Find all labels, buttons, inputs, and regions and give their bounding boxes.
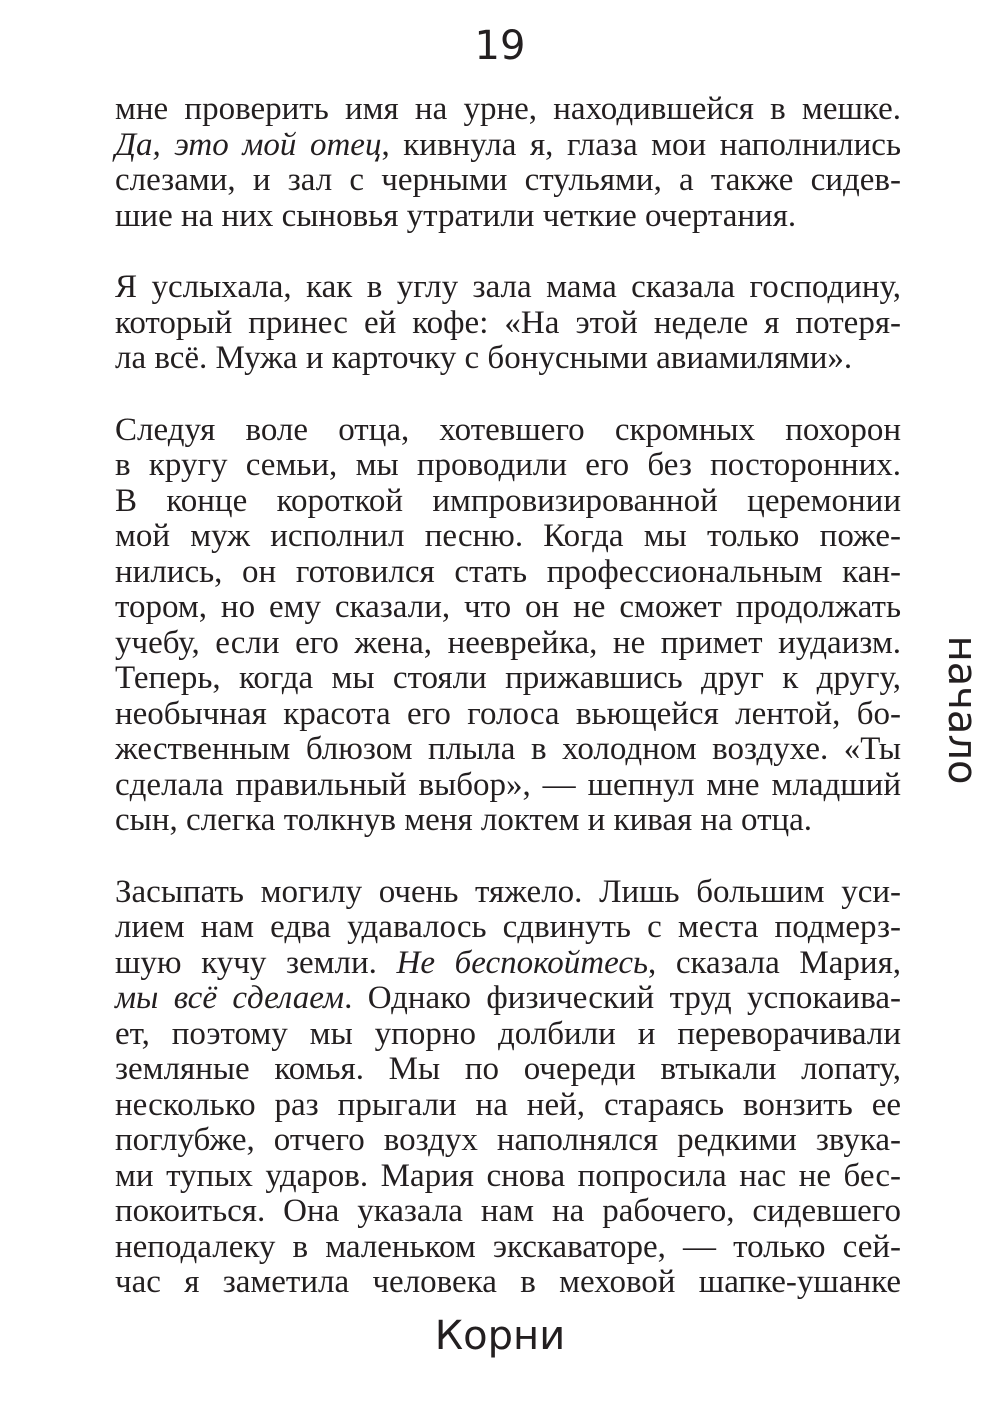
text-line: жественным блюзом плыла в холодном воздухе. «Ты bbox=[115, 731, 901, 767]
text-line: Да, это мой отец, кивнула я, глаза мои наполнились bbox=[115, 126, 902, 163]
text-line: который принес ей кофе: «На этой неделе я потеря- bbox=[115, 304, 901, 341]
text-line: сын, слегка толкнув меня локтем и кивая на отца. bbox=[115, 802, 813, 838]
text-line: Засыпать могилу очень тяжело. Лишь большим уси- bbox=[115, 873, 901, 910]
text-line: шие на них сыновья утратили четкие очертания. bbox=[115, 197, 797, 234]
side-section-label: начало bbox=[939, 635, 985, 785]
text-line: шую кучу земли. Не беспокойтесь, сказала Мария, bbox=[115, 944, 901, 981]
text-line: В конце короткой импровизированной церемонии bbox=[115, 482, 901, 519]
paragraph bbox=[115, 92, 901, 234]
text-line: ла всё. Мужа и карточку с бонусными авиамилями». bbox=[115, 340, 853, 376]
body-text bbox=[115, 92, 901, 1337]
text-line: слезами, и зал с черными стульями, а также сидев- bbox=[115, 162, 901, 198]
text-line: поглубже, отчего воздух наполнялся редкими звука- bbox=[115, 1122, 901, 1158]
paragraph bbox=[115, 270, 901, 377]
text-line: покоиться. Она указала нам на рабочего, сидевшего bbox=[115, 1193, 901, 1229]
text-line: учебу, если его жена, нееврейка, не примет иудаизм. bbox=[115, 624, 901, 661]
text-line: ми тупых ударов. Мария снова попросила нас не бес- bbox=[115, 1157, 901, 1194]
text-line: неподалеку в маленьком экскаваторе, — только сей- bbox=[115, 1228, 901, 1265]
text-line: сделала правильный выбор», — шепнул мне младший bbox=[115, 766, 901, 803]
text-line: несколько раз прыгали на ней, стараясь вонзить ее bbox=[115, 1086, 901, 1123]
text-line: ет, поэтому мы упорно долбили и переворачивали bbox=[115, 1015, 901, 1052]
text-line: Я услыхала, как в углу зала мама сказала господину, bbox=[115, 269, 901, 305]
text-line: мне проверить имя на урне, находившейся в мешке. bbox=[115, 91, 901, 127]
text-line: час я заметила человека в меховой шапке-ушанке bbox=[115, 1264, 901, 1300]
footer-book-title: Корни bbox=[434, 1313, 566, 1359]
text-line: тором, но ему сказали, что он не сможет продолжать bbox=[115, 589, 901, 625]
page-number: 19 bbox=[474, 23, 526, 69]
paragraph bbox=[115, 875, 901, 1301]
text-line: мой муж исполнил песню. Когда мы только поже- bbox=[115, 518, 901, 554]
text-line: нились, он готовился стать профессиональным кан- bbox=[115, 553, 901, 590]
text-line: необычная красота его голоса вьющейся лентой, бо- bbox=[115, 695, 901, 732]
text-line: лием нам едва удавалось сдвинуть с места подмерз- bbox=[115, 909, 901, 945]
text-line: Следуя воле отца, хотевшего скромных похорон bbox=[115, 411, 901, 448]
text-line: в кругу семьи, мы проводили его без посторонних. bbox=[115, 447, 901, 483]
text-line: земляные комья. Мы по очереди втыкали лопату, bbox=[115, 1051, 901, 1087]
text-line: мы всё сделаем. Однако физический труд успокаива- bbox=[115, 980, 901, 1016]
text-line: Теперь, когда мы стояли прижавшись друг к другу, bbox=[115, 660, 901, 696]
paragraph bbox=[115, 413, 901, 839]
